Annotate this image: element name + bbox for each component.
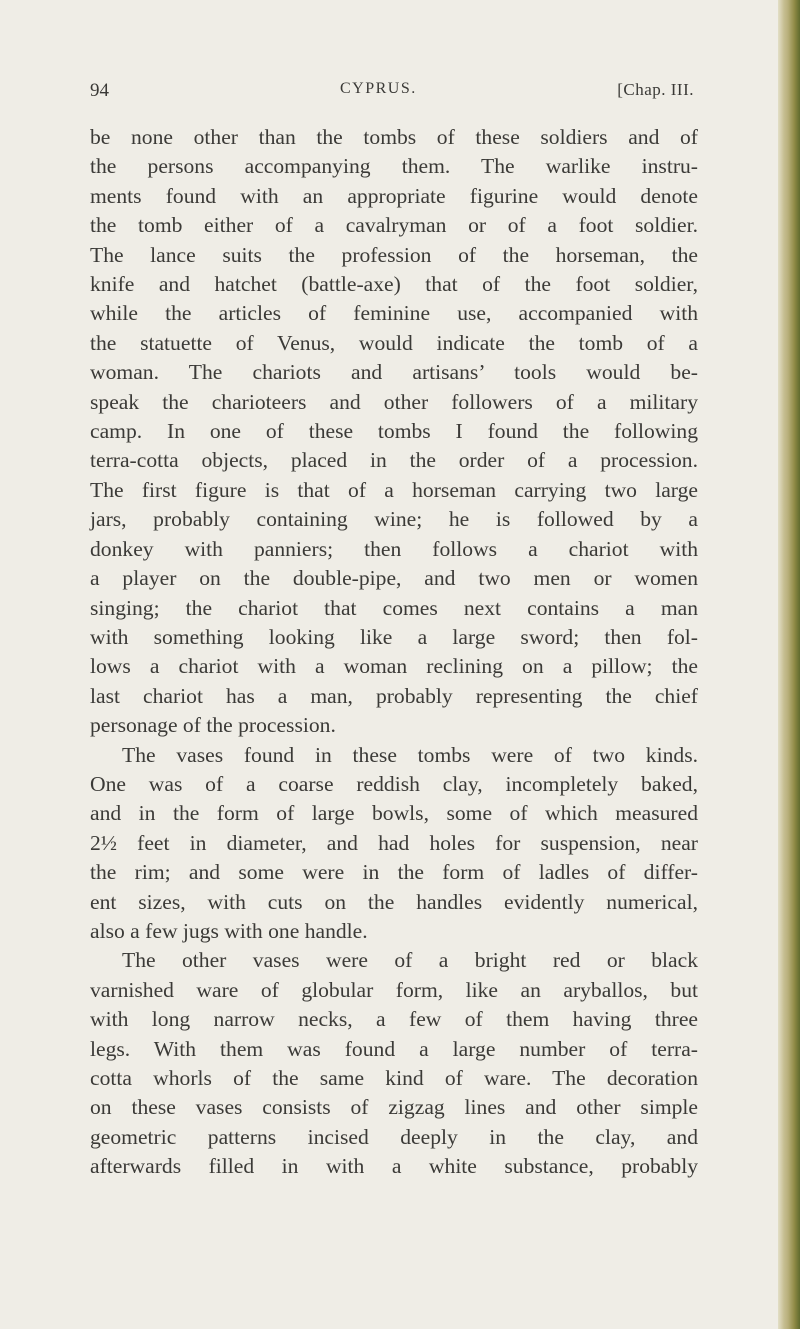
text-line: the tomb either of a cavalryman or of a foot soldier. [90,213,698,238]
text-line: a player on the double-pipe, and two men or women [90,566,698,591]
text-line: jars, probably containing wine; he is followed by a [90,507,698,532]
text-line: be none other than the tombs of these soldiers and of [90,125,698,149]
running-head [90,80,694,104]
body-text [90,123,698,1182]
text-line: lows a chariot with a woman reclining on a pillow; the [90,654,698,679]
text-line: knife and hatchet (battle-axe) that of the foot soldier, [90,272,698,297]
text-line: woman. The chariots and artisans’ tools would be- [90,360,698,385]
paragraph-start-line: The other vases were of a bright red or black [122,948,698,973]
text-line: the persons accompanying them. The warlike instru- [90,154,698,179]
text-line: last chariot has a man, probably representing the chief [90,683,698,708]
paragraph-end-line: also a few jugs with one handle. [90,918,368,943]
page-edge [778,0,800,1329]
text-line: geometric patterns incised deeply in the clay, and [90,1124,698,1149]
page-number: 94 [90,80,109,101]
text-line: terra-cotta objects, placed in the order of a procession. [90,448,698,473]
text-line: The first figure is that of a horseman carrying two large [90,477,698,502]
chapter-reference: [Chap. III. [617,80,694,99]
text-line: with something looking like a large sword; then fol- [90,624,698,649]
text-line: varnished ware of globular form, like an aryballos, but [90,977,698,1002]
text-line: speak the charioteers and other followers of a military [90,389,698,414]
text-line: donkey with panniers; then follows a chariot with [90,536,698,561]
paragraph-end-line: personage of the procession. [90,713,336,738]
text-line: cotta whorls of the same kind of ware. The decoration [90,1066,698,1090]
text-line: 2½ feet in diameter, and had holes for suspension, near [90,830,698,855]
text-line: with long narrow necks, a few of them having three [90,1007,698,1032]
text-line: and in the form of large bowls, some of which measured [90,801,698,826]
text-line: the rim; and some were in the form of ladles of differ- [90,860,698,885]
text-line: while the articles of feminine use, accompanied with [90,301,698,326]
text-line: ments found with an appropriate figurine would denote [90,183,698,208]
running-title: CYPRUS. [340,80,417,97]
text-line: the statuette of Venus, would indicate the tomb of a [90,330,698,355]
text-line: camp. In one of these tombs I found the following [90,419,698,444]
text-line: ent sizes, with cuts on the handles evidently numerical, [90,889,698,914]
paragraph-start-line: The vases found in these tombs were of two kinds. [122,742,698,767]
text-line: singing; the chariot that comes next contains a man [90,595,698,620]
text-line: The lance suits the profession of the horseman, the [90,242,698,267]
text-line: on these vases consists of zigzag lines and other simple [90,1095,698,1120]
text-line: legs. With them was found a large number of terra- [90,1036,698,1061]
text-line: One was of a coarse reddish clay, incompletely baked, [90,771,698,796]
text-line: afterwards filled in with a white substance, probably [90,1154,698,1179]
